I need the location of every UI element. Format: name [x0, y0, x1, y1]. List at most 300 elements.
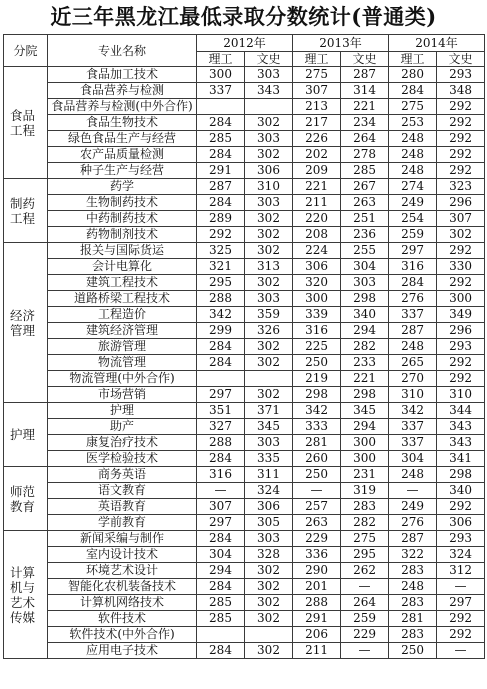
score-cell: 292 [437, 99, 485, 115]
score-cell: 284 [197, 531, 245, 547]
score-cell: 302 [245, 595, 293, 611]
table-row [4, 323, 485, 339]
score-cell: 284 [389, 275, 437, 291]
score-cell: 306 [245, 163, 293, 179]
score-cell: 282 [341, 339, 389, 355]
score-cell: 298 [341, 387, 389, 403]
table-row [4, 131, 485, 147]
score-cell: 250 [389, 643, 437, 659]
major-name: 康复治疗技术 [48, 435, 197, 451]
table-row [4, 483, 485, 499]
score-cell: 311 [245, 467, 293, 483]
table-row [4, 579, 485, 595]
score-cell: 302 [245, 275, 293, 291]
score-cell: 257 [293, 499, 341, 515]
score-cell: 285 [197, 595, 245, 611]
score-cell: 303 [245, 291, 293, 307]
major-name: 旅游管理 [48, 339, 197, 355]
score-cell: — [437, 643, 485, 659]
score-cell: 349 [437, 307, 485, 323]
score-cell [245, 371, 293, 387]
score-cell: 307 [437, 211, 485, 227]
table-row [4, 147, 485, 163]
score-cell: 290 [293, 563, 341, 579]
score-cell: 280 [389, 67, 437, 83]
header-major: 专业名称 [48, 35, 197, 67]
score-cell: 333 [293, 419, 341, 435]
score-cell: 263 [341, 195, 389, 211]
score-cell: 270 [389, 371, 437, 387]
score-cell: 293 [437, 339, 485, 355]
table-row [4, 515, 485, 531]
score-cell: 314 [341, 83, 389, 99]
header-science-2012: 理工 [197, 52, 245, 67]
score-cell: 345 [341, 403, 389, 419]
score-cell: 335 [245, 451, 293, 467]
major-name: 建筑工程技术 [48, 275, 197, 291]
major-name: 商务英语 [48, 467, 197, 483]
table-row [4, 115, 485, 131]
score-cell: 229 [293, 531, 341, 547]
score-cell: 328 [245, 547, 293, 563]
score-cell: 302 [245, 611, 293, 627]
major-name: 农产品质量检测 [48, 147, 197, 163]
score-cell: 288 [293, 595, 341, 611]
score-cell: 224 [293, 243, 341, 259]
table-row [4, 595, 485, 611]
score-cell: 288 [197, 291, 245, 307]
score-cell: 371 [245, 403, 293, 419]
major-name: 食品营养与检测 [48, 83, 197, 99]
table-row [4, 499, 485, 515]
major-name: 种子生产与经营 [48, 163, 197, 179]
score-cell: 248 [389, 467, 437, 483]
header-dept: 分院 [4, 35, 48, 67]
score-cell: 302 [245, 355, 293, 371]
major-name: 语文教育 [48, 483, 197, 499]
score-cell: 327 [197, 419, 245, 435]
major-name: 报关与国际货运 [48, 243, 197, 259]
score-cell: 287 [389, 531, 437, 547]
score-cell: 297 [437, 595, 485, 611]
table-row [4, 307, 485, 323]
score-cell: 302 [437, 227, 485, 243]
score-cell: 250 [293, 355, 341, 371]
score-cell: 307 [197, 499, 245, 515]
score-cell: 302 [245, 339, 293, 355]
header-science-2014: 理工 [389, 52, 437, 67]
score-cell: 292 [437, 115, 485, 131]
department-name: 师范 教育 [10, 483, 36, 514]
score-cell: 342 [197, 307, 245, 323]
major-name: 学前教育 [48, 515, 197, 531]
score-cell: 217 [293, 115, 341, 131]
score-cell: 296 [437, 323, 485, 339]
major-name: 软件技术 [48, 611, 197, 627]
score-cell: 341 [437, 451, 485, 467]
score-cell: 296 [437, 195, 485, 211]
table-row [4, 179, 485, 195]
score-cell: 292 [437, 131, 485, 147]
score-cell: 292 [437, 163, 485, 179]
score-cell: 219 [293, 371, 341, 387]
table-row [4, 355, 485, 371]
score-cell: 295 [197, 275, 245, 291]
score-cell: 303 [245, 131, 293, 147]
score-cell: 248 [389, 131, 437, 147]
score-cell: 343 [437, 435, 485, 451]
score-cell: 306 [293, 259, 341, 275]
score-cell: 263 [293, 515, 341, 531]
score-cell: 284 [389, 83, 437, 99]
score-cell: 302 [245, 115, 293, 131]
score-cell: 348 [437, 83, 485, 99]
department-cell [4, 243, 48, 403]
score-cell: 337 [389, 307, 437, 323]
table-row [4, 531, 485, 547]
table-row [4, 563, 485, 579]
score-cell: 339 [293, 307, 341, 323]
score-cell: 221 [341, 99, 389, 115]
score-cell: 284 [197, 451, 245, 467]
header-science-2013: 理工 [293, 52, 341, 67]
score-cell: 291 [293, 611, 341, 627]
score-cell: 253 [389, 115, 437, 131]
score-cell: 300 [437, 291, 485, 307]
score-cell: 293 [437, 531, 485, 547]
score-cell: 292 [437, 371, 485, 387]
major-name: 食品营养与检测(中外合作) [48, 99, 197, 115]
score-cell: 289 [197, 211, 245, 227]
score-cell: — [389, 483, 437, 499]
score-cell: 276 [389, 515, 437, 531]
score-cell: 231 [341, 467, 389, 483]
score-cell: 221 [341, 371, 389, 387]
score-cell: 274 [389, 179, 437, 195]
department-name: 计算 机与 艺术 传媒 [10, 564, 36, 625]
score-cell: 345 [245, 419, 293, 435]
score-cell: 202 [293, 147, 341, 163]
score-cell: 306 [437, 515, 485, 531]
score-cell: — [293, 483, 341, 499]
score-cell: 351 [197, 403, 245, 419]
score-cell: 281 [293, 435, 341, 451]
score-cell: 342 [389, 403, 437, 419]
department-cell [4, 67, 48, 179]
score-cell: 325 [197, 243, 245, 259]
major-name: 医学检验技术 [48, 451, 197, 467]
score-cell: 302 [245, 243, 293, 259]
score-cell: 294 [341, 323, 389, 339]
score-cell: 298 [341, 291, 389, 307]
score-cell: 285 [341, 163, 389, 179]
score-cell: 307 [293, 83, 341, 99]
department-cell [4, 531, 48, 659]
score-cell: 303 [341, 275, 389, 291]
score-cell: 340 [341, 307, 389, 323]
score-cell: 303 [245, 195, 293, 211]
score-cell: — [341, 579, 389, 595]
table-row [4, 275, 485, 291]
department-name: 制药 工程 [10, 195, 36, 226]
major-name: 英语教育 [48, 499, 197, 515]
score-cell: 250 [293, 467, 341, 483]
score-cell: 304 [197, 547, 245, 563]
table-row [4, 547, 485, 563]
score-cell: 283 [389, 627, 437, 643]
score-cell: 297 [197, 387, 245, 403]
score-cell: 292 [437, 147, 485, 163]
score-cell: 234 [341, 115, 389, 131]
score-cell: — [341, 643, 389, 659]
score-cell: 283 [389, 595, 437, 611]
header-arts-2012: 文史 [245, 52, 293, 67]
score-cell: 248 [389, 147, 437, 163]
score-cell: 305 [245, 515, 293, 531]
score-cell [245, 627, 293, 643]
score-cell: 293 [437, 67, 485, 83]
table-row [4, 83, 485, 99]
major-name: 会计电算化 [48, 259, 197, 275]
score-cell: 292 [437, 275, 485, 291]
table-row [4, 339, 485, 355]
table-row [4, 643, 485, 659]
score-cell: 294 [197, 563, 245, 579]
score-cell: 229 [341, 627, 389, 643]
score-cell: 300 [293, 291, 341, 307]
score-cell: 275 [389, 99, 437, 115]
score-cell: 292 [437, 355, 485, 371]
major-name: 应用电子技术 [48, 643, 197, 659]
score-cell: 201 [293, 579, 341, 595]
score-cell: 337 [389, 435, 437, 451]
department-name: 经济 管理 [10, 307, 36, 338]
header-row-years [4, 35, 485, 52]
score-cell: 287 [389, 323, 437, 339]
major-name: 物流管理 [48, 355, 197, 371]
score-cell: 337 [389, 419, 437, 435]
score-cell: 208 [293, 227, 341, 243]
department-name: 护理 [10, 427, 36, 442]
score-cell: 287 [197, 179, 245, 195]
score-cell: 284 [197, 339, 245, 355]
score-cell: — [197, 483, 245, 499]
table-row [4, 227, 485, 243]
major-name: 药学 [48, 179, 197, 195]
header-year-2013: 2013年 [293, 35, 389, 52]
department-cell [4, 403, 48, 467]
table-body [4, 67, 485, 659]
score-cell: 299 [197, 323, 245, 339]
score-cell: 300 [197, 67, 245, 83]
major-name: 室内设计技术 [48, 547, 197, 563]
major-name: 生物制药技术 [48, 195, 197, 211]
major-name: 道路桥梁工程技术 [48, 291, 197, 307]
table-row [4, 67, 485, 83]
table-row [4, 467, 485, 483]
score-cell: 302 [245, 387, 293, 403]
score-cell: 324 [245, 483, 293, 499]
score-cell: 249 [389, 195, 437, 211]
table-row [4, 259, 485, 275]
score-cell: 284 [197, 147, 245, 163]
score-cell: 300 [341, 451, 389, 467]
score-cell: 236 [341, 227, 389, 243]
score-cell: 275 [293, 67, 341, 83]
score-cell: 343 [437, 419, 485, 435]
header-year-2014: 2014年 [389, 35, 485, 52]
score-cell: 213 [293, 99, 341, 115]
score-cell: 322 [389, 547, 437, 563]
score-cell: 303 [245, 67, 293, 83]
major-name: 新闻采编与制作 [48, 531, 197, 547]
major-name: 计算机网络技术 [48, 595, 197, 611]
major-name: 智能化农机装备技术 [48, 579, 197, 595]
score-cell: 292 [437, 499, 485, 515]
table-row [4, 371, 485, 387]
score-table [3, 34, 485, 659]
table-row [4, 451, 485, 467]
table-row [4, 291, 485, 307]
major-name: 绿色食品生产与经营 [48, 131, 197, 147]
score-cell: 226 [293, 131, 341, 147]
score-cell: 281 [389, 611, 437, 627]
table-row [4, 403, 485, 419]
score-cell: 292 [197, 227, 245, 243]
score-cell: 292 [437, 611, 485, 627]
score-cell: 321 [197, 259, 245, 275]
score-cell: 248 [389, 339, 437, 355]
score-cell: 275 [341, 531, 389, 547]
score-cell: 265 [389, 355, 437, 371]
score-cell: 302 [245, 579, 293, 595]
score-cell: 303 [245, 435, 293, 451]
major-name: 食品生物技术 [48, 115, 197, 131]
score-cell: 304 [341, 259, 389, 275]
score-cell: 211 [293, 643, 341, 659]
score-cell: 209 [293, 163, 341, 179]
table-row [4, 211, 485, 227]
header-arts-2014: 文史 [437, 52, 485, 67]
score-cell: 248 [389, 163, 437, 179]
score-cell: — [437, 579, 485, 595]
score-cell: 343 [245, 83, 293, 99]
major-name: 食品加工技术 [48, 67, 197, 83]
table-row [4, 243, 485, 259]
score-cell: 310 [389, 387, 437, 403]
score-cell: 255 [341, 243, 389, 259]
major-name: 软件技术(中外合作) [48, 627, 197, 643]
score-cell: 284 [197, 579, 245, 595]
table-row [4, 163, 485, 179]
score-cell: 302 [245, 563, 293, 579]
score-cell: 287 [341, 67, 389, 83]
table-row [4, 387, 485, 403]
score-cell: 283 [389, 563, 437, 579]
score-cell: 340 [437, 483, 485, 499]
score-cell: 326 [245, 323, 293, 339]
score-cell [197, 627, 245, 643]
score-cell: 319 [341, 483, 389, 499]
score-cell: 221 [293, 179, 341, 195]
score-cell: 320 [293, 275, 341, 291]
score-cell: 233 [341, 355, 389, 371]
score-cell: 312 [437, 563, 485, 579]
score-cell: 206 [293, 627, 341, 643]
major-name: 环境艺术设计 [48, 563, 197, 579]
score-cell: 294 [341, 419, 389, 435]
score-cell: 285 [197, 131, 245, 147]
score-cell: 284 [197, 195, 245, 211]
score-cell: 297 [197, 515, 245, 531]
score-cell: 344 [437, 403, 485, 419]
score-cell: 298 [293, 387, 341, 403]
score-cell: 282 [341, 515, 389, 531]
table-row [4, 419, 485, 435]
score-cell: 260 [293, 451, 341, 467]
score-cell: 304 [389, 451, 437, 467]
score-cell: 297 [389, 243, 437, 259]
department-cell [4, 467, 48, 531]
score-cell: 292 [437, 627, 485, 643]
major-name: 工程造价 [48, 307, 197, 323]
table-row [4, 627, 485, 643]
department-cell [4, 179, 48, 243]
score-cell: 259 [341, 611, 389, 627]
score-cell: 306 [245, 499, 293, 515]
score-cell: 211 [293, 195, 341, 211]
score-cell [245, 99, 293, 115]
score-cell: 284 [197, 643, 245, 659]
score-cell: 285 [197, 611, 245, 627]
score-cell: 302 [245, 643, 293, 659]
header-arts-2013: 文史 [341, 52, 389, 67]
score-cell: 310 [437, 387, 485, 403]
score-cell: 225 [293, 339, 341, 355]
score-cell [197, 99, 245, 115]
score-cell [197, 371, 245, 387]
major-name: 护理 [48, 403, 197, 419]
major-name: 建筑经济管理 [48, 323, 197, 339]
score-cell: 259 [389, 227, 437, 243]
score-cell: 310 [245, 179, 293, 195]
score-cell: 288 [197, 435, 245, 451]
major-name: 市场营销 [48, 387, 197, 403]
score-cell: 302 [245, 211, 293, 227]
score-cell: 324 [437, 547, 485, 563]
score-cell: 267 [341, 179, 389, 195]
score-cell: 264 [341, 131, 389, 147]
score-cell: 248 [389, 579, 437, 595]
score-cell: 316 [197, 467, 245, 483]
table-row [4, 611, 485, 627]
score-cell: 302 [245, 147, 293, 163]
table-row [4, 435, 485, 451]
score-cell: 300 [341, 435, 389, 451]
score-cell: 316 [293, 323, 341, 339]
major-name: 中药制药技术 [48, 211, 197, 227]
score-cell: 251 [341, 211, 389, 227]
score-cell: 336 [293, 547, 341, 563]
table-row [4, 99, 485, 115]
score-cell: 284 [197, 115, 245, 131]
score-cell: 298 [437, 467, 485, 483]
table-row [4, 195, 485, 211]
score-cell: 313 [245, 259, 293, 275]
score-cell: 262 [341, 563, 389, 579]
major-name: 助产 [48, 419, 197, 435]
score-cell: 330 [437, 259, 485, 275]
